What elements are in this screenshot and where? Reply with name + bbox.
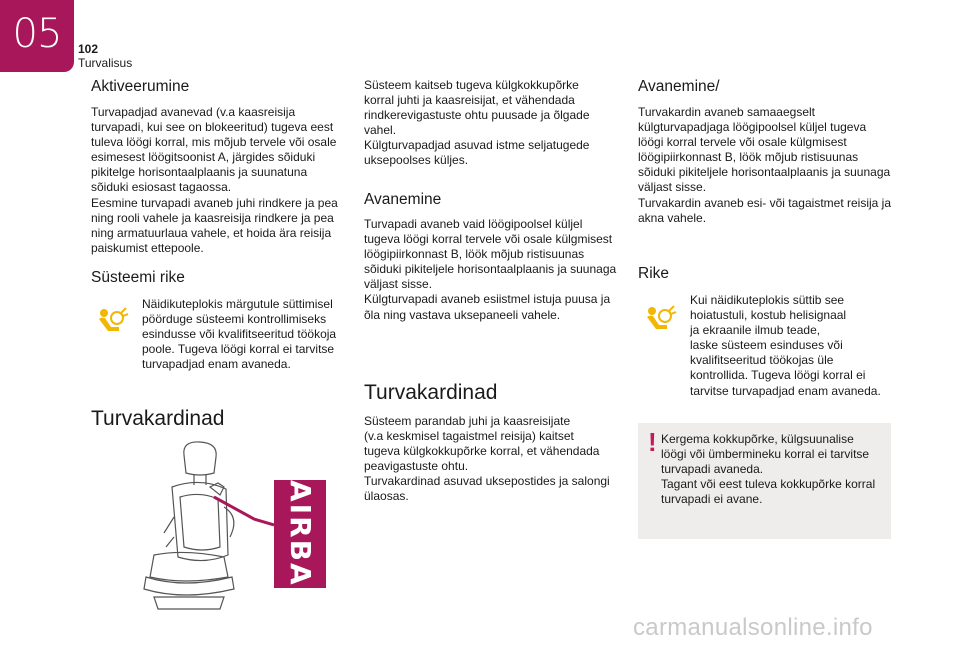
warning-mark: ! [648,427,657,457]
deployment-heading: Avanemine [364,191,442,208]
chapter-number: 05 [12,11,62,57]
fault-text: Kui näidikuteplokis süttib see hoiatustuli, kostub helisignaal ja ekraanile ilmub teade, laske süsteem esinduses või kvalifitseeritud töökojas üle kontrollida. Tugeva löögi korral ei tarvitse turvapadjad enam avaneda. [690,293,881,398]
deployment-text: Turvapadi avaneb vaid löögipoolsel küljel tugeva löögi korral tervele või osale külgmisest löögipiirkonnast B, löök mõjub ristisuunas sõiduki pikiteljele horisontaalplaanis ja suunaga väljast sisse. Külgturvapadi avaneb esiistmel istuja puusa ja õla ning vastava uksepaneeli vahele. [364,217,617,322]
system-fault-text: Näidikuteplokis märgutule süttimisel pöörduge süsteemi kontrollimiseks esindusse või kvalifitseeritud töökoja poole. Tugeva löögi korral ei tarvitse turvapadjad enam avaneda. [142,297,337,372]
watermark: carmanualsonline.info [633,614,873,641]
section-title: Turvalisus [78,56,133,70]
fault-heading: Rike [638,265,670,282]
warning-text: Kergema kokkupõrke, külgsuunalise löögi või ümbermineku korral ei tarvitse turvapadi avaneda. Tagant või eest tuleva kokkupõrke korral turvapadi ei avane. [661,432,876,507]
airbag-warning-icon [95,307,129,335]
system-fault-heading: Süsteemi rike [91,269,185,286]
airbag-label: AIRBAG [284,480,317,612]
curtain-deployment-heading: Avanemine/ [638,78,720,95]
curtain-deployment-text: Turvakardin avaneb samaaegselt külgturvapadjaga löögipoolsel küljel tugeva löögi korral tervele või osale külgmisest löögipiirkonnast B, löök mõjub ristisuunas sõiduki pikiteljele horisontaalplaanis ja suunaga väljast sisse. Turvakardin avaneb esi- või tagaistmet reisija ja akna vahele. [638,105,892,225]
curtain-airbags-heading-2: Turvakardinad [364,381,498,404]
page-number: 102 [78,42,99,56]
seat-airbag-illustration [114,437,274,617]
airbag-label-box [274,480,326,612]
activation-heading: Aktiveerumine [91,78,190,95]
activation-text: Turvapadjad avanevad (v.a kaasreisija turvapadi, kui see on blokeeritud) tugeva eest tuleva löögi korral, mis mõjub tervele või osale esimesest löögitsoonist A, järgides sõiduki pikitelge horisontaalplaanis ja suunatuna sõiduki esiosast tagaossa. Eesmine turvapadi avaneb juhi rindkere ja pea ning rooli vahele ja kaasreisija rindkere ja pea ning armatuurlaua vahele, et hoida ära reisija paiskumist ettepoole. [91,105,338,255]
airbag-warning-icon [643,305,677,333]
side-airbag-intro: Süsteem kaitseb tugeva külgkokkupõrke korral juhti ja kaasreisijat, et vähendada rindkerevigastuste ohtu puusade ja õlgade vahel. Külgturvapadjad asuvad istme seljatugede uksepoolses küljes. [364,78,590,168]
curtain-airbags-heading: Turvakardinad [91,407,225,430]
warning-box [638,423,891,539]
curtain-airbags-text: Süsteem parandab juhi ja kaasreisijate (v.a keskmisel tagaistmel reisija) kaitset tugeva külgkokkupõrke korral, et vähendada peavigastuste ohtu. Turvakardinad asuvad uksepostides ja salongi ülaosas. [364,414,610,504]
chapter-tab [0,0,74,72]
